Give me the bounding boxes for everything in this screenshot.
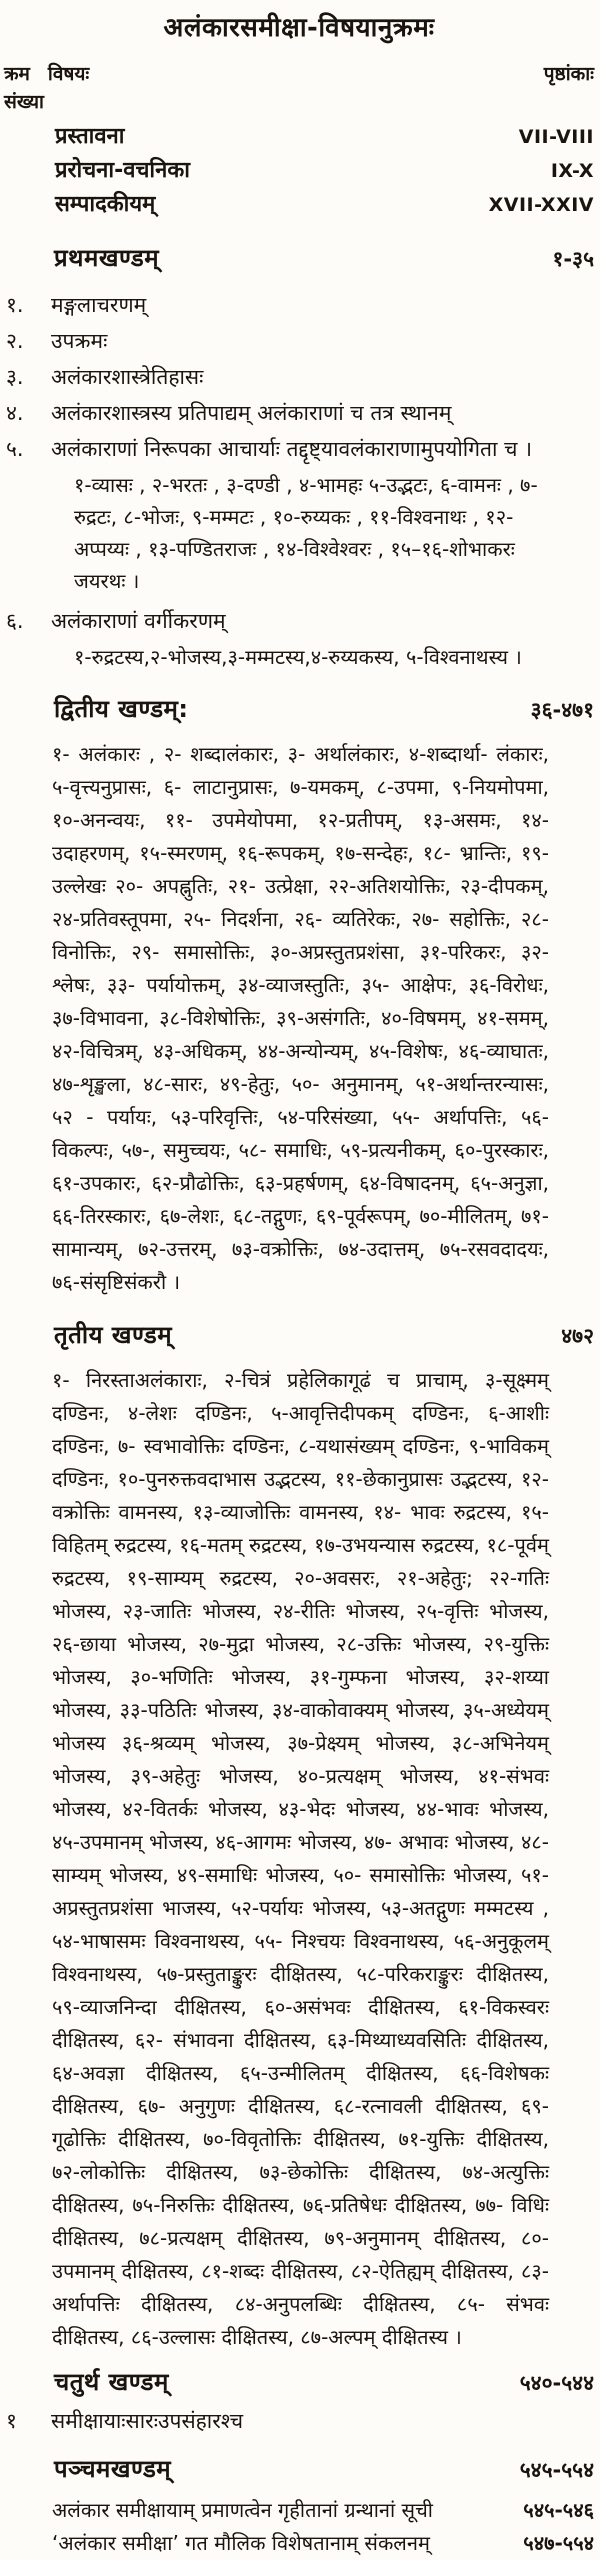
front-matter-pages: IX-X <box>550 160 594 182</box>
section-title: तृतीय खण्डम् <box>54 1321 173 1349</box>
item-number: १ <box>6 2409 17 2433</box>
item-sublist: १-रुद्रटस्य,२-भोजस्य,३-मम्मटस्य,४-रुय्यकस्य, ५-विश्वनाथस्य । <box>74 645 522 669</box>
front-matter-label: प्रस्तावना <box>55 124 125 149</box>
toc-row <box>52 2494 594 2527</box>
item-number: ४. <box>6 401 24 425</box>
toc-row <box>52 2527 594 2560</box>
row-text: अलंकार समीक्षायाम् प्रमाणत्वेन गृहीतानां ग्रन्थानां सूची <box>52 2498 433 2522</box>
page-title: अलंकारसमीक्षा-विषयानुक्रमः <box>163 13 435 43</box>
section-title: द्वितीय खण्डम्: <box>54 695 189 723</box>
front-matter-row <box>55 120 594 154</box>
section-heading-khanda4 <box>54 2364 594 2401</box>
item-number: २. <box>6 329 24 353</box>
toc-item <box>4 603 594 639</box>
item-number: ६. <box>6 609 24 633</box>
item-number: ३. <box>6 365 24 389</box>
section-body-khanda2: १- अलंकारः , २- शब्दालंकारः, ३- अर्थालंकारः, ४-शब्दार्था- लंकारः, ५-वृत्त्यनुप्रासः, ६- लाटानुप्रासः, ७-यमकम्, ८-उपमा, ९-नियमोपमा, १०-अनन्वयः, ११- उपमेयोपमा, १२-प्रतीपम्, १३-असमः, १४-उदाहरणम्, १५-स्मरणम्, १६-रूपकम्, १७-सन्देहः, १८- भ्रान्तिः, १९- उल्लेखः २०- अपह्नुतिः, २१- उत्प्रेक्षा, २२-अतिशयोक्तिः, २३-दीपकम्, २४-प्रतिवस्तूपमा, २५- निदर्शना, २६- व्यतिरेकः, २७- सहोक्तिः, २८- विनोक्तिः, २९- समासोक्तिः, ३०-अप्रस्तुतप्रशंसा, ३१-परिकरः, ३२-श्लेषः, ३३- पर्यायोक्तम्, ३४-व्याजस्तुतिः, ३५- आक्षेपः, ३६-विरोधः, ३७-विभावना, ३८-विशेषोक्तिः, ३९-असंगतिः, ४०-विषमम्, ४१-समम्, ४२-विचित्रम्, ४३-अधिकम्, ४४-अन्योन्यम्, ४५-विशेषः, ४६-व्याघातः, ४७-शृङ्खला, ४८-सारः, ४९-हेतुः, ५०- अनुमानम्, ५१-अर्थान्तरन्यासः, ५२ - पर्यायः, ५३-परिवृत्तिः, ५४-परिसंख्या, ५५- अर्थापत्तिः, ५६-विकल्पः, ५७-, समुच्चयः, ५८- समाधिः, ५९-प्रत्यनीकम्, ६०-पुरस्कारः, ६१-उपकारः, ६२-प्रौढोक्तिः, ६३-प्रहर्षणम्, ६४-विषादनम्, ६५-अनुज्ञा, ६६-तिरस्कारः, ६७-लेशः, ६८-तद्गुणः, ६९-पूर्वरूपम्, ७०-मीलितम्, ७१-सामान्यम्, ७२-उत्तरम्, ७३-वक्रोक्तिः, ७४-उदात्तम्, ७५-रसवदादयः, ७६-संसृष्टिसंकरौ । <box>52 742 549 1294</box>
row-text: ‘अलंकार समीक्षा’ गत मौलिक विशेषतानाम् संकलनम् <box>52 2531 430 2555</box>
item-text: अलंकारशास्त्रेतिहासः <box>51 365 204 389</box>
item-text: अलंकाराणां वर्गीकरणम् <box>51 609 226 633</box>
toc-item <box>4 431 594 467</box>
section-title: पञ्चमखण्डम् <box>54 2455 172 2483</box>
item-text: उपक्रमः <box>51 329 108 353</box>
toc-item <box>4 323 594 359</box>
front-matter-row <box>55 154 594 188</box>
col-subject-label: विषयः <box>47 63 90 85</box>
front-matter-label: प्ररोचना-वचनिका <box>55 158 190 183</box>
section-heading-khanda1 <box>54 240 594 277</box>
col-serial-label-2: संख्या <box>4 91 44 113</box>
front-matter-row <box>55 188 594 222</box>
item-text: मङ्गलाचरणम् <box>51 293 147 317</box>
section-heading-khanda2 <box>54 691 594 728</box>
columns-header-left <box>4 62 89 86</box>
item-sublist: १-व्यासः , २-भरतः , ३-दण्डी , ४-भामहः ५-उद्भटः, ६-वामनः , ७-रुद्रटः, ८-भोजः, ९-मम्मटः , १०-रुय्यकः , ११-विश्वनाथः , १२- अप्पय्यः , १३-पण्डितराजः , १४-विश्वेश्वरः , १५–१६-शोभाकरः जयरथः । <box>74 473 538 593</box>
section-pages: १-३५ <box>552 247 594 271</box>
section-heading-khanda5 <box>54 2451 594 2488</box>
section-title: चतुर्थ खण्डम् <box>54 2368 169 2396</box>
col-pages-label: पृष्ठांकाः <box>543 63 594 85</box>
row-pages: ५४५-५४६ <box>523 2498 594 2522</box>
front-matter-label: सम्पादकीयम् <box>55 192 156 217</box>
item-text: समीक्षायाःसारःउपसंहारश्च <box>51 2409 244 2433</box>
item-text: अलंकारशास्त्रस्य प्रतिपाद्यम् अलंकाराणां च तत्र स्थानम् <box>51 401 452 425</box>
front-matter-pages: VII-VIII <box>518 126 594 148</box>
section-pages: ३६-४७१ <box>530 698 594 722</box>
item-number: १. <box>6 293 24 317</box>
col-serial-label: क्रम <box>4 63 30 85</box>
front-matter-pages: XVII-XXIV <box>488 194 594 216</box>
section-pages: ४७२ <box>561 1324 594 1348</box>
section-pages: ५४५-५५४ <box>519 2458 594 2482</box>
section-title: प्रथमखण्डम् <box>54 244 160 272</box>
columns-header <box>4 62 594 86</box>
section-heading-khanda3 <box>54 1317 594 1354</box>
toc-item <box>4 287 594 323</box>
item-number: ५. <box>6 437 24 461</box>
toc-item <box>4 359 594 395</box>
section-pages: ५४०-५४४ <box>519 2371 594 2395</box>
toc-item <box>4 395 594 431</box>
item-text: अलंकाराणां निरूपका आचार्याः तद्दृष्ट्यावलंकाराणामुपयोगिता च । <box>51 437 533 461</box>
row-pages: ५४७-५५४ <box>523 2531 594 2555</box>
toc-item <box>4 2403 594 2439</box>
section-body-khanda3: १- निरस्ताअलंकाराः, २-चित्रं प्रहेलिकागूढं च प्राचाम्, ३-सूक्ष्मम् दण्डिनः, ४-लेशः दण्डिनः, ५-आवृत्तिदीपकम् दण्डिनः, ६-आशीः दण्डिनः, ७- स्वभावोक्तिः दण्डिनः, ८-यथासंख्यम् दण्डिनः, ९-भाविकम् दण्डिनः, १०-पुनरुक्तवदाभास उद्भटस्य, ११-छेकानुप्रासः उद्भटस्य, १२-वक्रोक्तिः वामनस्य, १३-व्याजोक्तिः वामनस्य, १४- भावः रुद्रटस्य, १५-विहितम् रुद्रटस्य, १६-मतम् रुद्रटस्य, १७-उभयन्यास रुद्रटस्य, १८-पूर्वम् रुद्रटस्य, १९-साम्यम् रुद्रटस्य, २०-अवसरः, २१-अहेतुः; २२-गतिः भोजस्य, २३-जातिः भोजस्य, २४-रीतिः भोजस्य, २५-वृत्तिः भोजस्य, २६-छाया भोजस्य, २७-मुद्रा भोजस्य, २८-उक्तिः भोजस्य, २९-युक्तिः भोजस्य, ३०-भणितिः भोजस्य, ३१-गुम्फना भोजस्य, ३२-शय्या भोजस्य, ३३-पठितिः भोजस्य, ३४-वाकोवाक्यम् भोजस्य, ३५-अध्येयम् भोजस्य ३६-श्रव्यम् भोजस्य, ३७-प्रेक्ष्यम् भोजस्य, ३८-अभिनेयम् भोजस्य, ३९-अहेतुः भोजस्य, ४०-प्रत्यक्षम् भोजस्य, ४१-संभवः भोजस्य, ४२-वितर्कः भोजस्य, ४३-भेदः भोजस्य, ४४-भावः भोजस्य, ४५-उपमानम् भोजस्य, ४६-आगमः भोजस्य, ४७- अभावः भोजस्य, ४८-साम्यम् भोजस्य, ४९-समाधिः भोजस्य, ५०- समासोक्तिः भोजस्य, ५१-अप्रस्तुतप्रशंसा भाजस्य, ५२-पर्यायः भोजस्य, ५३-अतद्गुणः मम्मटस्य , ५४-भाषासमः विश्वनाथस्य, ५५- निश्चयः विश्वनाथस्य, ५६-अनुकूलम् विश्वनाथस्य, ५७-प्रस्तुताङ्कुरः दीक्षितस्य, ५८-परिकराङ्कुरः दीक्षितस्य, ५९-व्याजनिन्दा दीक्षितस्य, ६०-असंभवः दीक्षितस्य, ६१-विकस्वरः दीक्षितस्य, ६२- संभावना दीक्षितस्य, ६३-मिथ्याध्यवसितिः दीक्षितस्य, ६४-अवज्ञा दीक्षितस्य, ६५-उन्मीलितम् दीक्षितस्य, ६६-विशेषकः दीक्षितस्य, ६७- अनुगुणः दीक्षितस्य, ६८-रत्नावली दीक्षितस्य, ६९-गूढोक्तिः दीक्षितस्य, ७०-विवृतोक्तिः दीक्षितस्य, ७१-युक्तिः दीक्षितस्य, ७२-लोकोक्तिः दीक्षितस्य, ७३-छेकोक्तिः दीक्षितस्य, ७४-अत्युक्तिः दीक्षितस्य, ७५-निरुक्तिः दीक्षितस्य, ७६-प्रतिषेधः दीक्षितस्य, ७७- विधिः दीक्षितस्य, ७८-प्रत्यक्षम् दीक्षितस्य, ७९-अनुमानम् दीक्षितस्य, ८०-उपमानम् दीक्षितस्य, ८१-शब्दः दीक्षितस्य, ८२-ऐतिह्यम् दीक्षितस्य, ८३-अर्थापत्तिः दीक्षितस्य, ८४-अनुपलब्धिः दीक्षितस्य, ८५- संभवः दीक्षितस्य, ८६-उल्लासः दीक्षितस्य, ८७-अल्पम् दीक्षितस्य । <box>52 1368 549 2349</box>
